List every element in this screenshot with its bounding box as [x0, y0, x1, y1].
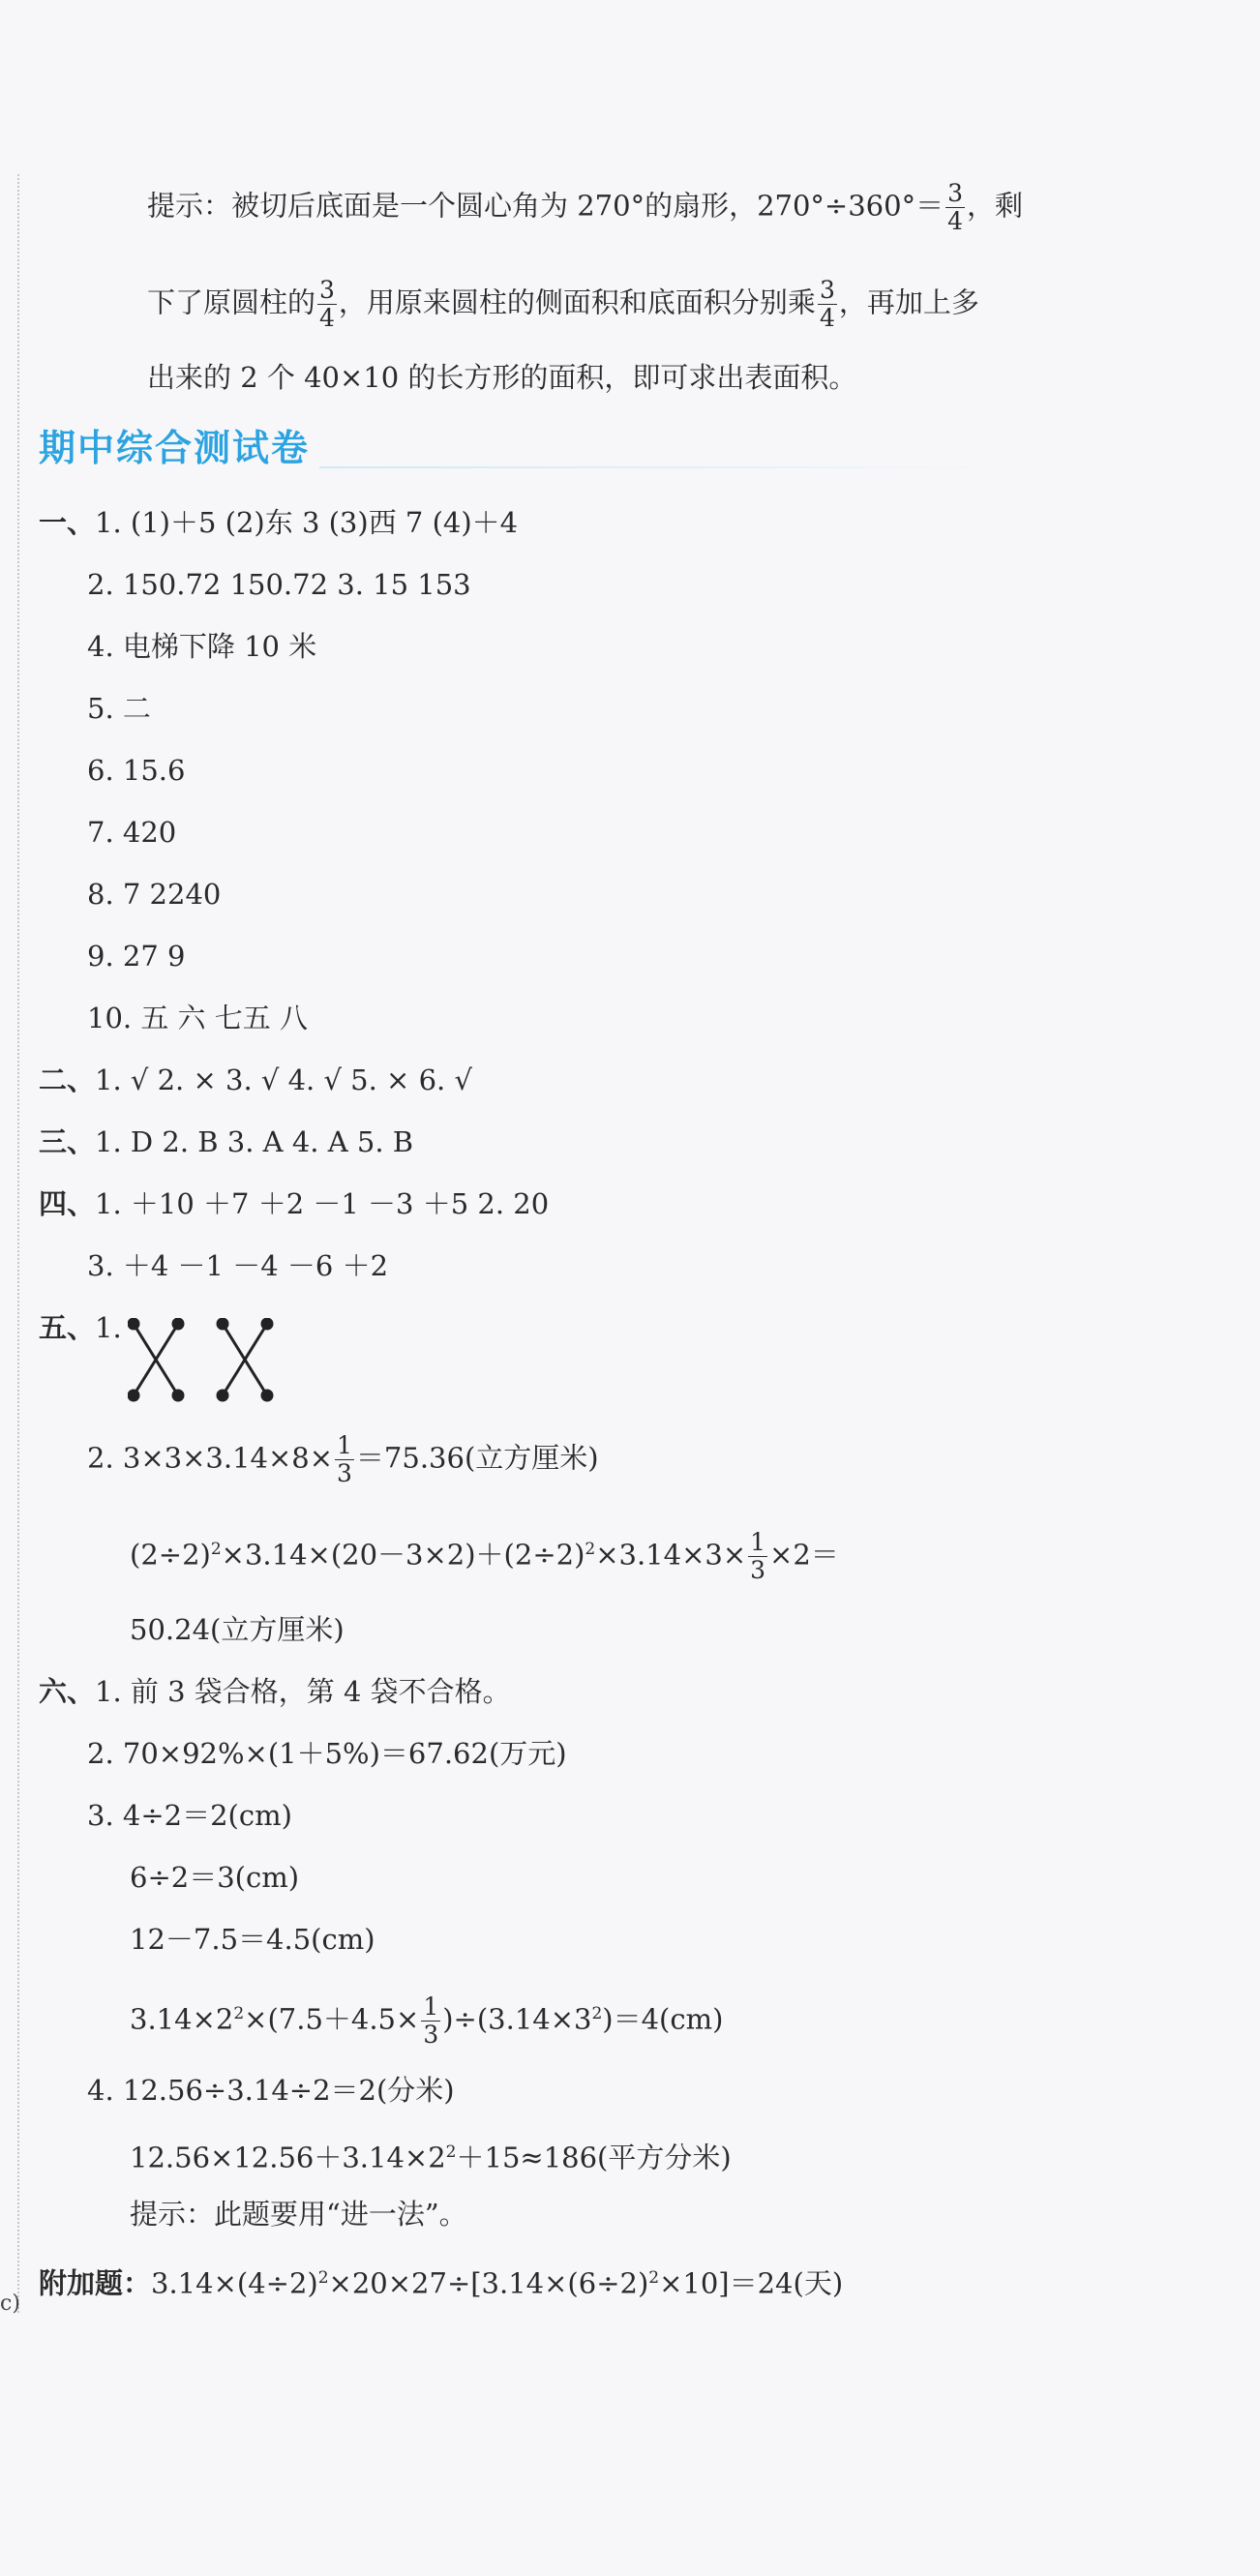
dot [129, 1391, 138, 1400]
dot [218, 1391, 227, 1400]
part6-hint: 提示：此题要用“进一法”。 [130, 2198, 467, 2231]
part6-item-3-line-2: 6÷2＝3(cm) [130, 1861, 300, 1894]
part1-item-8: 8. 7 2240 [87, 878, 222, 911]
part1-item-6: 6. 15.6 [87, 754, 186, 787]
dot [129, 1319, 138, 1329]
part1-item-7: 7. 420 [87, 816, 177, 849]
part3-line: 三、1. D 2. B 3. A 4. A 5. B [39, 1125, 414, 1158]
fraction: $\frac{1}{3}$ [750, 1528, 766, 1584]
section-title: 期中综合测试卷 [39, 427, 311, 469]
dot [262, 1319, 272, 1329]
fraction: $\frac{3}{4}$ [319, 276, 335, 332]
part1-item-1: 一、1. (1)＋5 (2)东 3 (3)西 7 (4)＋4 [39, 506, 519, 539]
dot [173, 1319, 183, 1329]
hint-line-2: 下了原圆柱的 $\frac{3}{4}$ ，用原来圆柱的侧面积和底面积分别乘 $\frac{3}{4}$ ，再加上多 [147, 276, 979, 332]
part4-line-2: 3. ＋4 －1 －4 －6 ＋2 [87, 1249, 389, 1282]
part1-item-2: 2. 150.72 150.72 3. 15 153 [87, 568, 471, 601]
part6-item-1: 六、1. 前 3 袋合格，第 4 袋不合格。 [39, 1675, 511, 1708]
part5-item-2-line-2: $(2\div 2)^2\times 3.14\times(20-3\times 2)+(2\div 2)^2\times 3.14\times 3\times$ $\frac{1}{3}$ ×2＝ [130, 1528, 839, 1584]
title-rule [319, 466, 1035, 468]
fraction: $\frac{3}{4}$ [947, 179, 963, 235]
part6-item-3-line-3: 12－7.5＝4.5(cm) [130, 1923, 375, 1956]
dot [262, 1391, 272, 1400]
bonus-line: 附加题：$3.14\times(4\div 2)^2\times 20\times 27\div[3.14\times(6\div 2)^2\times 10]=24$(天) [39, 2266, 844, 2300]
part6-item-2: 2. 70×92%×(1＋5%)＝67.62(万元) [87, 1737, 567, 1770]
part2-line: 二、1. √ 2. × 3. √ 4. √ 5. × 6. √ [39, 1063, 472, 1096]
hint-line-1: 提示：被切后底面是一个圆心角为 270°的扇形，270°÷360°＝ $\frac{3}{4}$ ，剩 [147, 179, 1023, 235]
part5-item-1: 五、1. [39, 1311, 122, 1344]
part1-item-4: 4. 电梯下降 10 米 [87, 630, 317, 663]
dot [173, 1391, 183, 1400]
part6-item-3: 3. 4÷2＝2(cm) [87, 1799, 292, 1832]
part5-item-2-line-3: 50.24(立方厘米) [130, 1613, 345, 1646]
dot [218, 1319, 227, 1329]
part1-item-9: 9. 27 9 [87, 940, 186, 973]
hint-line-3: 出来的 2 个 40×10 的长方形的面积，即可求出表面积。 [147, 361, 857, 394]
part6-item-4: 4. 12.56÷3.14÷2＝2(分米) [87, 2074, 455, 2107]
fraction: $\frac{3}{4}$ [819, 276, 835, 332]
part1-item-10: 10. 五 六 七五 八 [87, 1002, 308, 1034]
fraction: $\frac{1}{3}$ [337, 1431, 352, 1487]
part4-line-1: 四、1. ＋10 ＋7 ＋2 －1 －3 ＋5 2. 20 [39, 1187, 550, 1220]
matching-lines-diagram [128, 1318, 292, 1405]
part1-item-5: 5. 二 [87, 692, 151, 725]
part6-item-3-line-4: $3.14\times 2^2\times(7.5+4.5\times$ $\frac{1}{3}$ )$\div(3.14\times 3^2)=4(cm)$ [130, 1992, 724, 2049]
fraction: $\frac{1}{3}$ [423, 1992, 439, 2049]
part6-item-4-line-2: $12.56\times 12.56+3.14\times 2^2+15\approx 186$(平方分米) [130, 2141, 732, 2174]
edge-fragment: c) [0, 2291, 20, 2316]
part5-item-2: 2. 3×3×3.14×8× $\frac{1}{3}$ ＝75.36(立方厘米) [87, 1431, 599, 1487]
page-margin-line [17, 174, 19, 2313]
